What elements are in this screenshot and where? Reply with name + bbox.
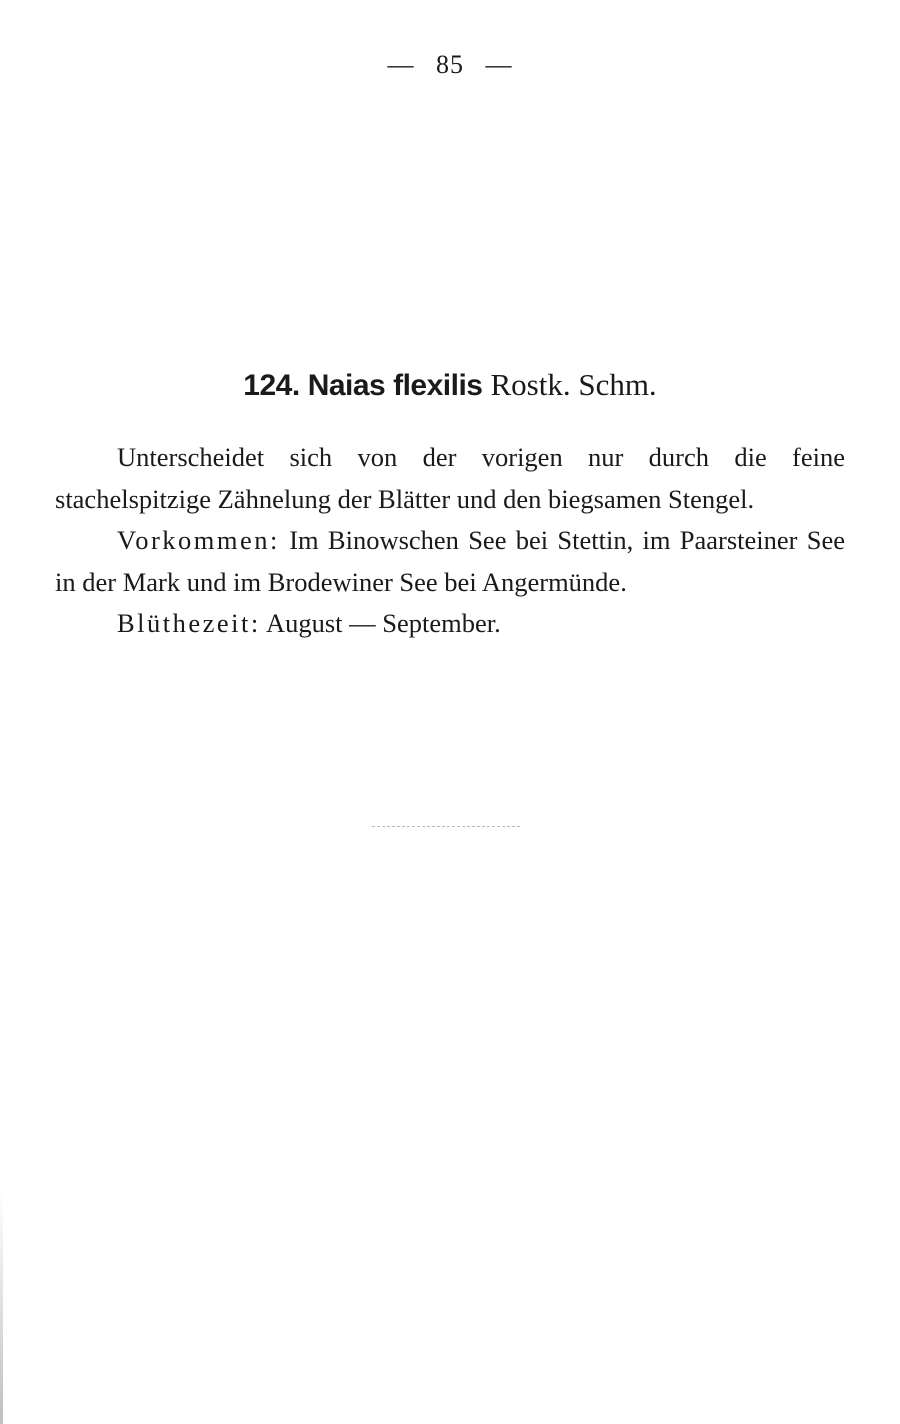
flowering-paragraph xyxy=(55,603,845,645)
species-name: Naias flexilis xyxy=(307,369,483,402)
flowering-text: August — September. xyxy=(265,608,501,638)
page-edge-shadow xyxy=(0,1190,3,1424)
entry-number: 124. xyxy=(243,369,300,402)
occurrence-paragraph xyxy=(55,520,845,603)
entry-body xyxy=(55,437,845,645)
occurrence-text: Im Binowschen See bei Stettin, im Paarsteiner See in der Mark und im Brodewiner See bei Angermünde. xyxy=(55,525,845,597)
author-abbreviation: Rostk. Schm. xyxy=(490,367,657,402)
entry-heading xyxy=(0,366,900,403)
occurrence-label: Vorkommen: xyxy=(117,525,280,555)
page-number: — 85 — xyxy=(387,50,513,79)
section-divider xyxy=(372,826,520,827)
description-paragraph: Unterscheidet sich von der vorigen nur durch die feine stachelspitzige Zähnelung der Blätter und den biegsamen Stengel. xyxy=(55,442,845,514)
flowering-label: Blüthezeit: xyxy=(117,608,261,638)
